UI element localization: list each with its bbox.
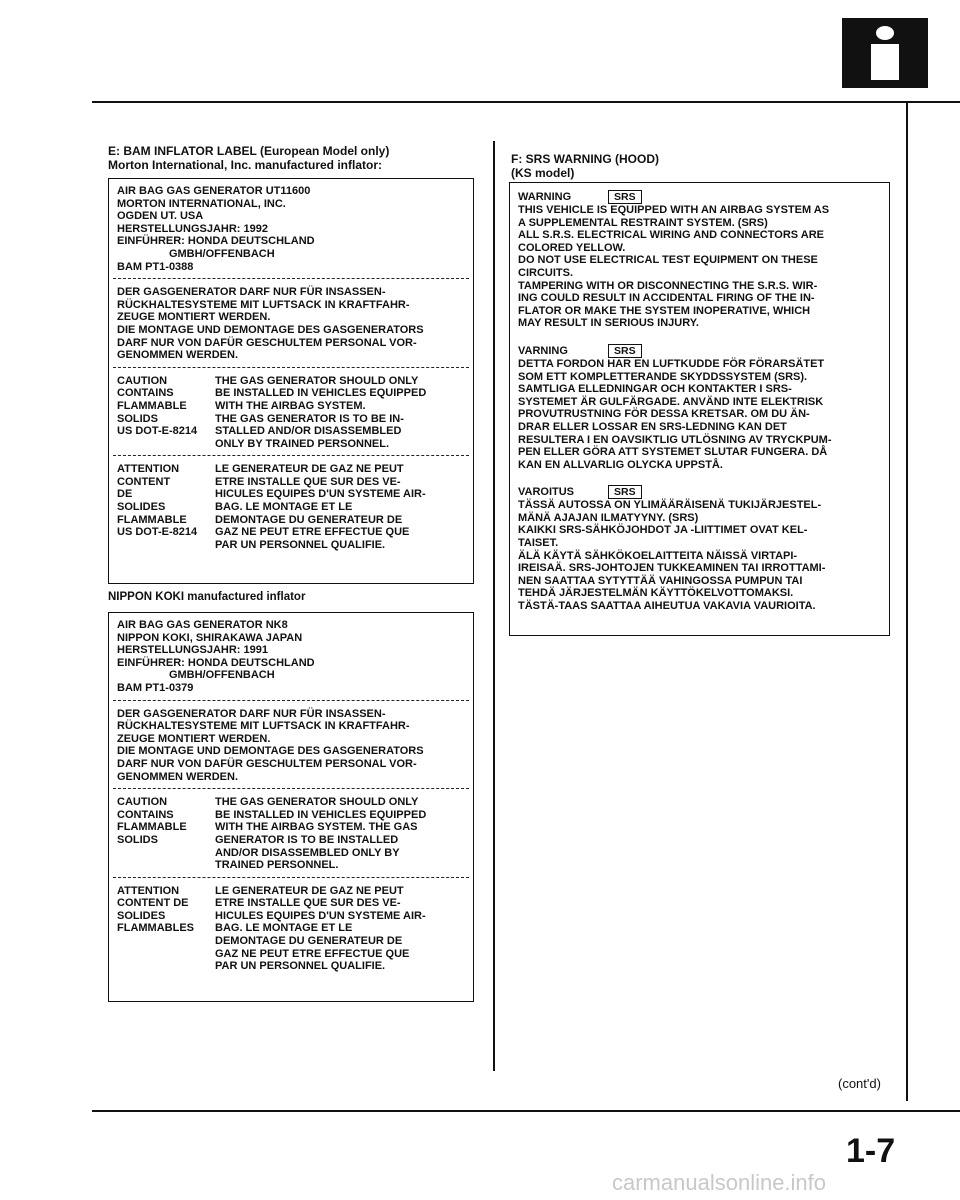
info-stem <box>871 44 899 80</box>
column-divider <box>493 141 495 1071</box>
morton-caution-section <box>117 375 465 451</box>
caption-nippon-koki: NIPPON KOKI manufactured inflator <box>108 591 306 603</box>
nippon-attention-heading: ATTENTION CONTENT DE SOLIDES FLAMMABLES <box>117 884 194 935</box>
dashed-divider <box>113 455 469 466</box>
watermark: carmanualsonline.info <box>612 1170 827 1195</box>
nippon-caution-section <box>117 796 465 872</box>
top-divider <box>92 101 960 103</box>
dashed-divider <box>113 700 469 711</box>
dashed-divider <box>113 278 469 289</box>
varning-word: VARNING <box>518 344 568 357</box>
warning-block-english <box>518 190 881 330</box>
varoitus-text: TÄSSÄ AUTOSSA ON YLIMÄÄRÄISENÄ TUKIJÄRJESTEL- MÄNÄ AJAJAN ILMATYYNY. (SRS) KAIKKI SRS-SÄHKÖJOHDOT JA -LIITTIMET OVAT KEL- TAISET. ÄLÄ KÄYTÄ SÄHKÖKOELAITTEITA NÄISSÄ VIRTAPI- IREISAÄ. SRS-JOHTOJEN TUKKEAMINEN TAI IRROTTAMI- NEN SAATTAA SYTYTTÄÄ VAHINGOSSA PUMPUN TAI TEHDÄ JÄRJESTELMÄN KÄYTTÖKELVOTTOMAKSI. TÄSTÄ-TAAS SAATTAA AIHEUTUA VAKAVIA VAURIOITA. <box>518 499 826 613</box>
warning-text: THIS VEHICLE IS EQUIPPED WITH AN AIRBAG SYSTEM AS A SUPPLEMENTAL RESTRAINT SYSTEM. (SRS) ALL S.R.S. ELECTRICAL WIRING AND CONNECTORS ARE COLORED YELLOW. DO NOT USE ELECTRICAL TEST EQUIPMENT ON THESE CIRCUITS. TAMPERING WITH OR DISCONNECTING THE S.R.S. WIR- ING COULD RESULT IN ACCIDENTAL FIRING OF THE IN- FLATOR OR MAKE THE SYSTEM INOPERATIVE, WHICH MAY RESULT IN SERIOUS INJURY. <box>518 204 830 330</box>
page-number: 1-7 <box>846 1132 896 1170</box>
nippon-inflator-label <box>108 612 474 1002</box>
warning-block-finnish <box>518 485 881 612</box>
morton-label-header: AIR BAG GAS GENERATOR UT11600 MORTON INTERNATIONAL, INC. OGDEN UT. USA HERSTELLUNGSJAHR: 1992 EINFÜHRER: HONDA DEUTSCHLAND GMBH/OFFENBACH BAM PT1-0388 <box>117 185 315 273</box>
caption-bam-inflator-label: E: BAM INFLATOR LABEL (European Model only) Morton International, Inc. manufactured inflator: <box>108 144 390 172</box>
warning-word: WARNING <box>518 190 572 203</box>
morton-attention-text: LE GENERATEUR DE GAZ NE PEUT ETRE INSTALLE QUE SUR DES VE- HICULES EQUIPES D'UN SYSTEME AIR- BAG. LE MONTAGE ET LE DEMONTAGE DU GENERATEUR DE GAZ NE PEUT ETRE EFFECTUE QUE PAR UN PERSONNEL QUALIFIE. <box>215 463 426 551</box>
caption-srs-warning: F: SRS WARNING (HOOD) (KS model) <box>511 152 659 180</box>
nippon-caution-heading: CAUTION CONTAINS FLAMMABLE SOLIDS <box>117 796 187 846</box>
nippon-attention-section <box>117 885 465 973</box>
morton-label-german: DER GASGENERATOR DARF NUR FÜR INSASSEN- RÜCKHALTESYSTEME MIT LUFTSACK IN KRAFTFAHR- ZEUGE MONTIERT WERDEN. DIE MONTAGE UND DEMONTAGE DES GASGENERATORS DARF NUR VON DAFÜR GESCHULTEM PERSONAL VOR- GENOMMEN WERDEN. <box>117 286 424 362</box>
varoitus-word: VAROITUS <box>518 485 575 498</box>
morton-inflator-label <box>108 178 474 584</box>
srs-badge: SRS <box>608 190 642 204</box>
srs-warning-label <box>509 182 890 636</box>
info-icon <box>842 18 928 88</box>
continued-note: (cont'd) <box>838 1076 881 1091</box>
srs-badge: SRS <box>608 485 642 499</box>
morton-caution-text: THE GAS GENERATOR SHOULD ONLY BE INSTALLED IN VEHICLES EQUIPPED WITH THE AIRBAG SYSTEM. THE GAS GENERATOR IS TO BE IN- STALLED AND/OR DISASSEMBLED ONLY BY TRAINED PERSONNEL. <box>215 374 427 450</box>
info-dot <box>876 26 894 40</box>
nippon-label-header: AIR BAG GAS GENERATOR NK8 NIPPON KOKI, SHIRAKAWA JAPAN HERSTELLUNGSJAHR: 1991 EINFÜHRER: HONDA DEUTSCHLAND GMBH/OFFENBACH BAM PT1-0379 <box>117 619 315 694</box>
warning-block-swedish <box>518 344 881 471</box>
warning-heading <box>518 190 881 204</box>
nippon-caution-text: THE GAS GENERATOR SHOULD ONLY BE INSTALLED IN VEHICLES EQUIPPED WITH THE AIRBAG SYSTEM. THE GAS GENERATOR IS TO BE INSTALLED AND/OR DISASSEMBLED ONLY BY TRAINED PERSONNEL. <box>215 796 427 872</box>
dashed-divider <box>113 877 469 888</box>
nippon-attention-text: LE GENERATEUR DE GAZ NE PEUT ETRE INSTALLE QUE SUR DES VE- HICULES EQUIPES D'UN SYSTEME AIR- BAG. LE MONTAGE ET LE DEMONTAGE DU GENERATEUR DE GAZ NE PEUT ETRE EFFECTUE QUE PAR UN PERSONNEL QUALIFIE. <box>215 884 426 973</box>
morton-caution-heading: CAUTION CONTAINS FLAMMABLE SOLIDS US DOT-E-8214 <box>117 374 198 438</box>
nippon-label-german: DER GASGENERATOR DARF NUR FÜR INSASSEN- RÜCKHALTESYSTEME MIT LUFTSACK IN KRAFTFAHR- ZEUGE MONTIERT WERDEN. DIE MONTAGE UND DEMONTAGE DES GASGENERATORS DARF NUR VON DAFÜR GESCHULTEM PERSONAL VOR- GENOMMEN WERDEN. <box>117 707 424 783</box>
srs-badge: SRS <box>608 344 642 358</box>
dashed-divider <box>113 367 469 378</box>
right-divider <box>906 101 908 1101</box>
morton-attention-section <box>117 463 465 551</box>
varning-text: DETTA FORDON HAR EN LUFTKUDDE FÖR FÖRARSÄTET SOM ETT KOMPLETTERANDE SKYDDSSYSTEM (SRS). SAMTLIGA ELLEDNINGAR OCH KONTAKTER I SRS- SYSTEMET ÄR GULFÄRGADE. ANVÄND INTE ELEKTRISK PROVUTRUSTNING FÖR DESSA KRETSAR. OM DU ÄN- DRAR ELLER LOSSAR EN SRS-LEDNING KAN DET RESULTERA I EN OAVSIKTLIG UTLÖSNING AV TRYCKPUM- PEN ELLER GÖRA ATT SYSTEMET SLUTAR FUNGERA. DÅ KAN EN ALLVARLIG OLYCKA UPPSTÅ. <box>518 357 832 471</box>
varning-heading <box>518 344 881 358</box>
dashed-divider <box>113 788 469 799</box>
morton-attention-heading: ATTENTION CONTENT DE SOLIDES FLAMMABLE US DOT-E-8214 <box>117 463 198 539</box>
bottom-divider <box>92 1110 960 1112</box>
varoitus-heading <box>518 485 881 499</box>
